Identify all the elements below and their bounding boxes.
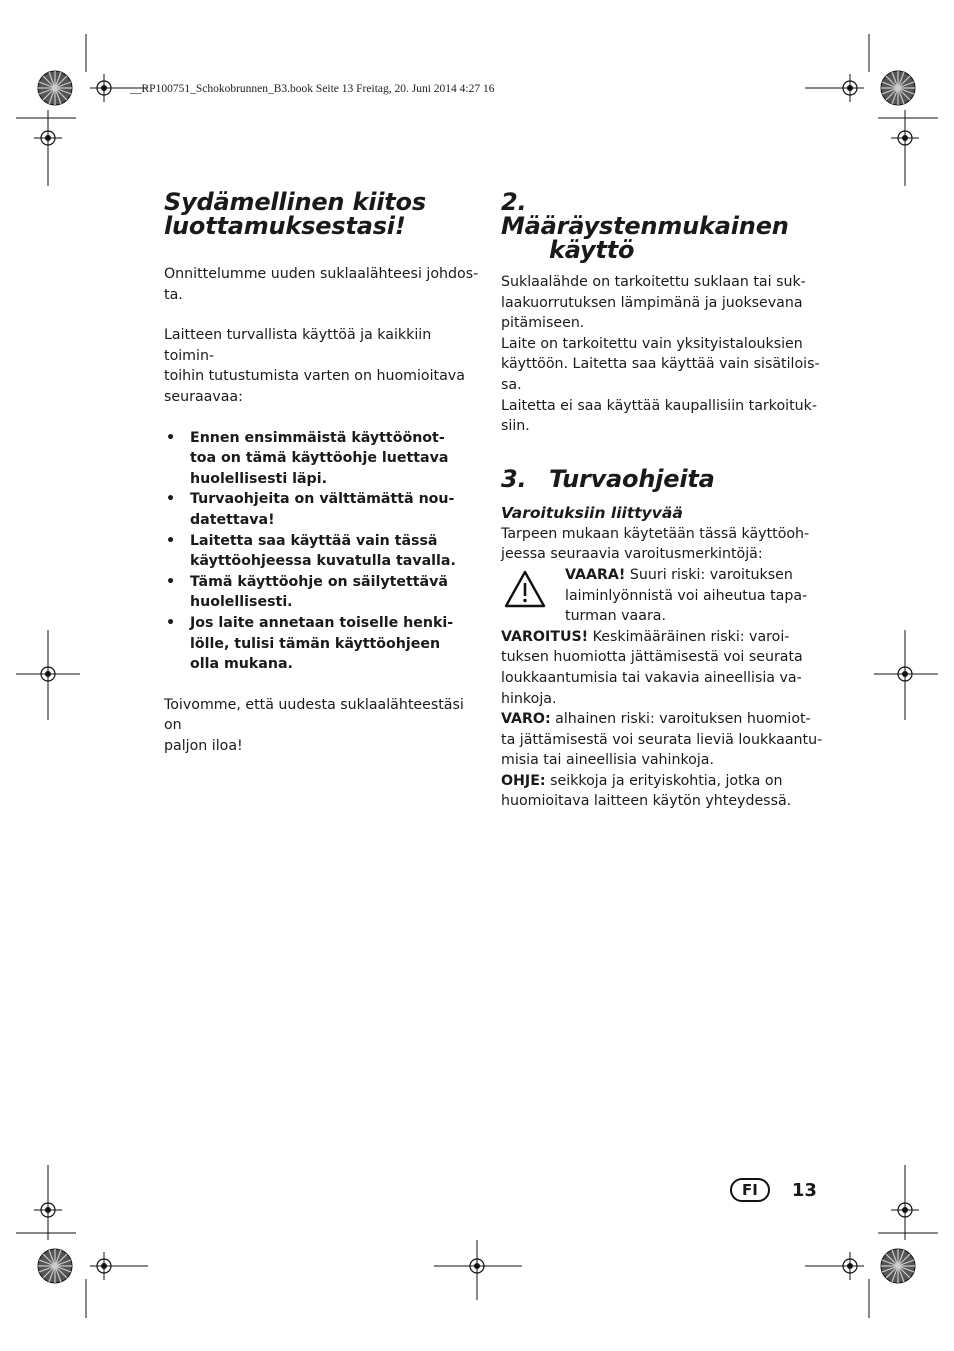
list-item: • Turvaohjeita on välttämättä nou- datettava! [164, 489, 484, 530]
warning-note: VAROITUS! Keskimääräinen riski: varoi- tuksen huomiotta jättämisestä voi seurata loukkaantumisia tai vakavia aineellisia va- hinkoja. [501, 628, 803, 707]
page-footer [730, 1178, 817, 1202]
language-badge: FI [730, 1178, 770, 1202]
list-item: • Ennen ensimmäistä käyttöönot- toa on tämä käyttöohje luettava huolellisesti läpi. [164, 428, 484, 490]
instruction-list [164, 428, 484, 675]
page-number: 13 [791, 1179, 817, 1201]
varo-label: VARO: [501, 711, 551, 728]
list-item: • Jos laite annetaan toiselle henki- lölle, tulisi tämän käyttöohjeen olla mukana. [164, 613, 484, 675]
varoitus-label: VAROITUS! [501, 628, 589, 645]
warning-triangle-icon [503, 569, 547, 609]
ohje-label: OHJE: [501, 772, 546, 789]
closing-paragraph: Toivomme, että uudesta suklaalähteestäsi on paljon iloa! [164, 696, 464, 754]
info-note: OHJE: seikkoja ja erityiskohtia, jotka on huomioitava laitteen käytön yhteydessä. [501, 772, 792, 810]
vaara-label: VAARA! [565, 566, 626, 583]
intro-paragraph: Onnittelumme uuden suklaalähteesi johdos- ta. [164, 266, 479, 303]
safety-intro-paragraph: Laitteen turvallista käyttöä ja kaikkiin toimin- toihin tutustumista varten on huomioitava seuraavaa: [164, 327, 465, 405]
list-item: • Tämä käyttöohje on säilytettävä huolellisesti. [164, 572, 484, 613]
thanks-title: Sydämellinen kiitos luottamuksestasi! [164, 188, 426, 240]
left-column [164, 190, 484, 756]
list-item: • Laitetta saa käyttää vain tässä käyttöohjeessa kuvatulla tavalla. [164, 531, 484, 572]
right-column [501, 190, 823, 812]
section-3-title: 3. Turvaohjeita [501, 464, 715, 493]
caution-note: VARO: alhainen riski: varoituksen huomiot- ta jättämisestä voi seurata lieviä loukkaantu- misia tai aineellisia vahinkoja. [501, 711, 823, 769]
warnings-subtitle: Varoituksiin liittyvää [501, 503, 683, 522]
danger-note: VAARA! Suuri riski: varoituksen laiminlyönnistä voi aiheutua tapa- turman vaara. [501, 565, 823, 627]
print-header-line: __RP100751_Schokobrunnen_B3.book Seite 13 Freitag, 20. Juni 2014 4:27 16 [130, 83, 495, 95]
section-2-title: 2.Määräystenmukainen käyttö [501, 188, 789, 264]
warnings-intro: Tarpeen mukaan käytetään tässä käyttöoh- jeessa seuraavia varoitusmerkintöjä: [501, 525, 810, 563]
intended-use-text: Suklaalähde on tarkoitettu suklaan tai suk- laakuorrutuksen lämpimänä ja juoksevana pitämiseen. Laite on tarkoitettu vain yksityistalouksien käyttöön. Laitetta saa käyttää vain sisätilois- sa. Laitetta ei saa käyttää kaupallisiin tarkoituk- siin. [501, 274, 820, 435]
